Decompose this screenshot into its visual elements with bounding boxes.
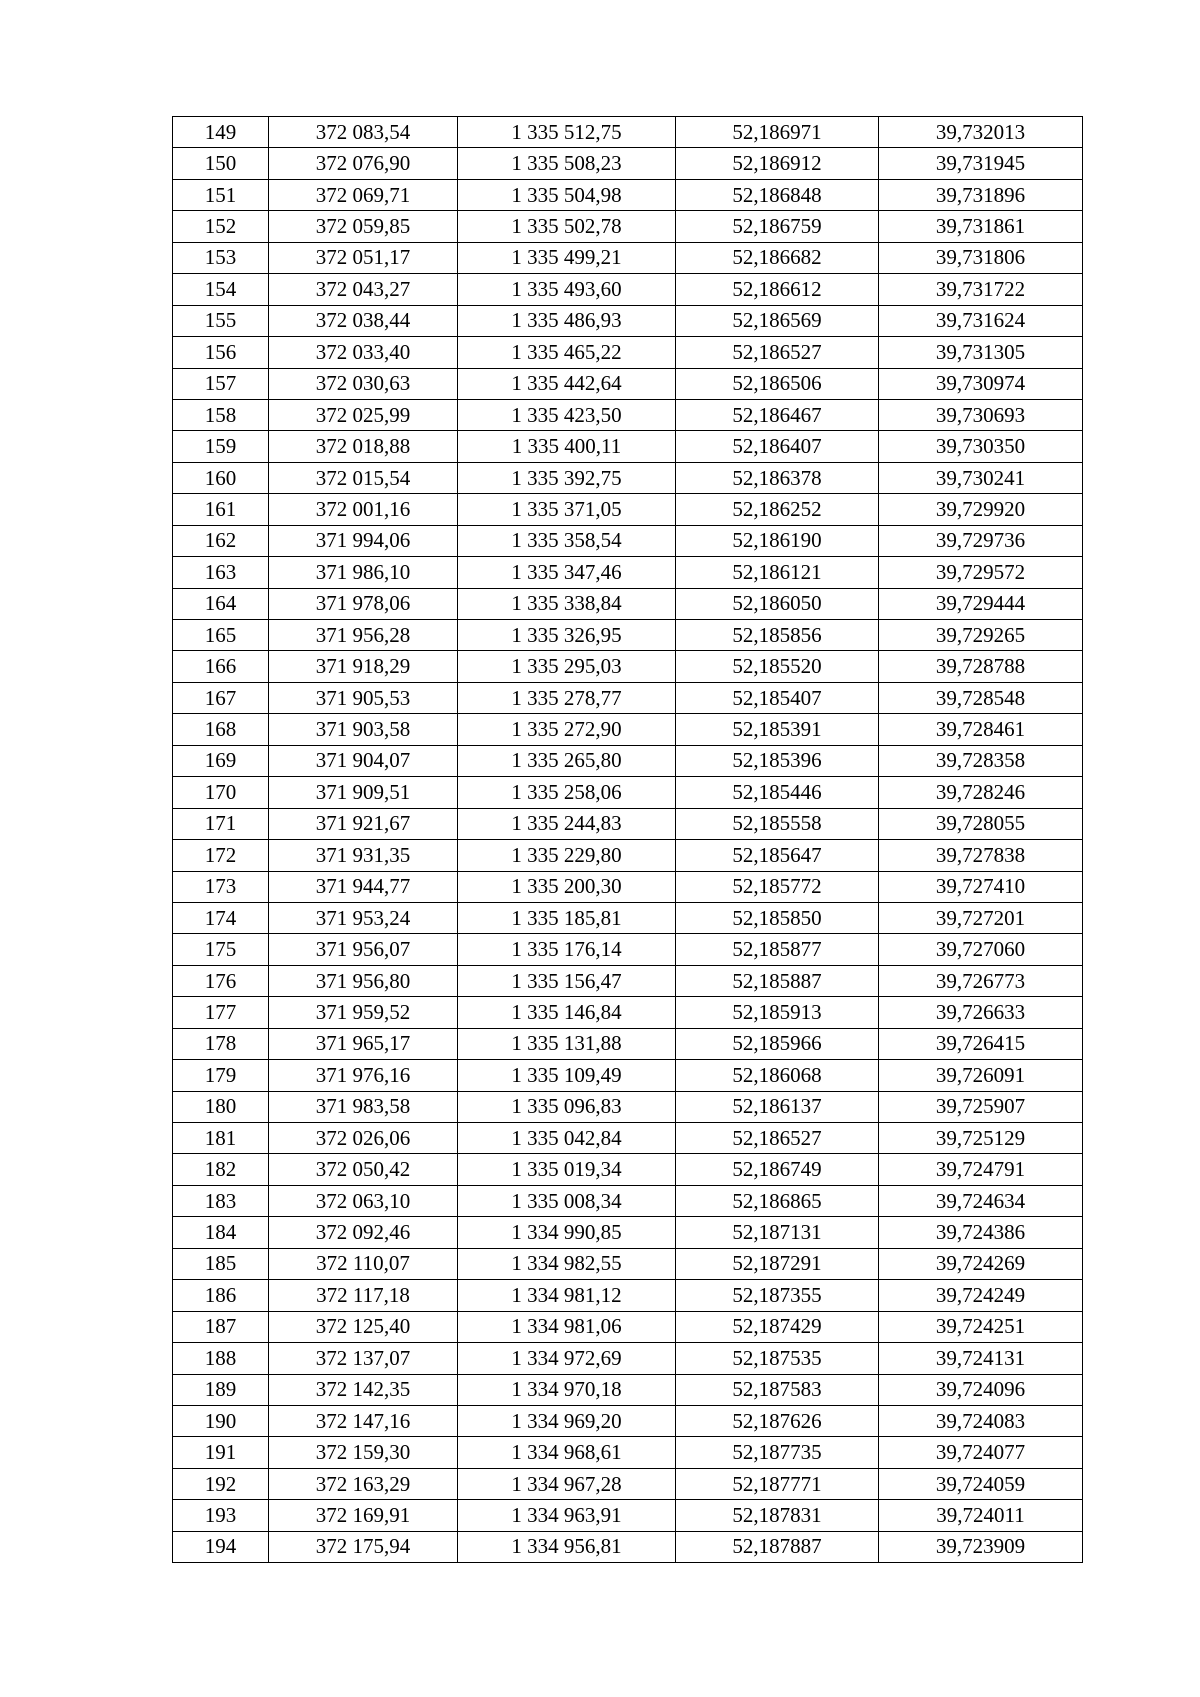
coord-x-cell: 372 018,88 [269, 431, 458, 462]
coord-lon-cell: 39,729572 [879, 557, 1083, 588]
coord-y-cell: 1 334 981,06 [458, 1311, 676, 1342]
table-row [173, 1217, 1083, 1248]
coord-lat-cell: 52,186759 [676, 211, 879, 242]
coord-lon-cell: 39,730974 [879, 368, 1083, 399]
coord-lon-cell: 39,730693 [879, 399, 1083, 430]
coord-y-cell: 1 335 258,06 [458, 777, 676, 808]
coord-x-cell: 372 069,71 [269, 179, 458, 210]
coord-y-cell: 1 335 347,46 [458, 557, 676, 588]
coord-lat-cell: 52,185887 [676, 965, 879, 996]
coord-lon-cell: 39,727060 [879, 934, 1083, 965]
coord-lat-cell: 52,185407 [676, 682, 879, 713]
coord-x-cell: 372 015,54 [269, 462, 458, 493]
coord-y-cell: 1 335 185,81 [458, 902, 676, 933]
coord-x-cell: 372 043,27 [269, 274, 458, 305]
point-number-cell: 155 [173, 305, 269, 336]
table-row [173, 808, 1083, 839]
table-row [173, 1091, 1083, 1122]
coord-y-cell: 1 335 156,47 [458, 965, 676, 996]
coord-lat-cell: 52,185856 [676, 620, 879, 651]
coord-lon-cell: 39,725129 [879, 1123, 1083, 1154]
coord-x-cell: 371 921,67 [269, 808, 458, 839]
coord-x-cell: 372 175,94 [269, 1531, 458, 1562]
coord-lat-cell: 52,187887 [676, 1531, 879, 1562]
coord-x-cell: 371 944,77 [269, 871, 458, 902]
point-number-cell: 151 [173, 179, 269, 210]
point-number-cell: 162 [173, 525, 269, 556]
coord-lat-cell: 52,185877 [676, 934, 879, 965]
point-number-cell: 189 [173, 1374, 269, 1405]
point-number-cell: 184 [173, 1217, 269, 1248]
table-row [173, 682, 1083, 713]
coord-lat-cell: 52,187831 [676, 1500, 879, 1531]
coord-lon-cell: 39,727410 [879, 871, 1083, 902]
coord-lon-cell: 39,729736 [879, 525, 1083, 556]
coord-lat-cell: 52,187735 [676, 1437, 879, 1468]
point-number-cell: 194 [173, 1531, 269, 1562]
table-row [173, 1311, 1083, 1342]
coord-lat-cell: 52,185396 [676, 745, 879, 776]
table-row [173, 399, 1083, 430]
coord-lon-cell: 39,731806 [879, 242, 1083, 273]
coord-lon-cell: 39,729444 [879, 588, 1083, 619]
coord-y-cell: 1 334 990,85 [458, 1217, 676, 1248]
coord-lat-cell: 52,186527 [676, 1123, 879, 1154]
point-number-cell: 160 [173, 462, 269, 493]
coord-lat-cell: 52,186527 [676, 337, 879, 368]
coord-y-cell: 1 335 465,22 [458, 337, 676, 368]
point-number-cell: 166 [173, 651, 269, 682]
coord-x-cell: 372 050,42 [269, 1154, 458, 1185]
coord-y-cell: 1 335 423,50 [458, 399, 676, 430]
coord-lon-cell: 39,731624 [879, 305, 1083, 336]
point-number-cell: 150 [173, 148, 269, 179]
point-number-cell: 164 [173, 588, 269, 619]
coord-lon-cell: 39,724131 [879, 1343, 1083, 1374]
coord-y-cell: 1 335 278,77 [458, 682, 676, 713]
coord-lat-cell: 52,187131 [676, 1217, 879, 1248]
coord-y-cell: 1 334 967,28 [458, 1468, 676, 1499]
point-number-cell: 181 [173, 1123, 269, 1154]
point-number-cell: 171 [173, 808, 269, 839]
table-row [173, 1185, 1083, 1216]
coord-x-cell: 372 137,07 [269, 1343, 458, 1374]
point-number-cell: 152 [173, 211, 269, 242]
coord-y-cell: 1 334 969,20 [458, 1405, 676, 1436]
table-row [173, 902, 1083, 933]
coord-lat-cell: 52,187355 [676, 1280, 879, 1311]
coord-lat-cell: 52,185446 [676, 777, 879, 808]
table-row [173, 997, 1083, 1028]
coord-y-cell: 1 335 244,83 [458, 808, 676, 839]
coord-lat-cell: 52,186912 [676, 148, 879, 179]
coord-lat-cell: 52,187771 [676, 1468, 879, 1499]
coord-lat-cell: 52,186050 [676, 588, 879, 619]
coord-y-cell: 1 335 502,78 [458, 211, 676, 242]
table-row [173, 1405, 1083, 1436]
coord-lon-cell: 39,730241 [879, 462, 1083, 493]
coord-lon-cell: 39,726091 [879, 1060, 1083, 1091]
coord-lat-cell: 52,185772 [676, 871, 879, 902]
table-row [173, 588, 1083, 619]
point-number-cell: 159 [173, 431, 269, 462]
point-number-cell: 185 [173, 1248, 269, 1279]
table-row [173, 1280, 1083, 1311]
coord-y-cell: 1 334 970,18 [458, 1374, 676, 1405]
coord-lat-cell: 52,186068 [676, 1060, 879, 1091]
coord-y-cell: 1 335 096,83 [458, 1091, 676, 1122]
table-row [173, 1154, 1083, 1185]
table-row [173, 179, 1083, 210]
table-row [173, 462, 1083, 493]
coord-lat-cell: 52,186971 [676, 117, 879, 148]
table-row [173, 1123, 1083, 1154]
coord-lat-cell: 52,186682 [676, 242, 879, 273]
coord-lon-cell: 39,731896 [879, 179, 1083, 210]
coordinates-table-body [173, 117, 1083, 1563]
coord-lat-cell: 52,185966 [676, 1028, 879, 1059]
coord-x-cell: 371 956,28 [269, 620, 458, 651]
table-row [173, 651, 1083, 682]
coord-lon-cell: 39,727838 [879, 840, 1083, 871]
coord-x-cell: 371 959,52 [269, 997, 458, 1028]
coord-lat-cell: 52,186121 [676, 557, 879, 588]
coord-y-cell: 1 334 972,69 [458, 1343, 676, 1374]
coord-x-cell: 372 033,40 [269, 337, 458, 368]
coord-x-cell: 372 142,35 [269, 1374, 458, 1405]
coord-lon-cell: 39,724386 [879, 1217, 1083, 1248]
table-row [173, 714, 1083, 745]
table-row [173, 431, 1083, 462]
coord-x-cell: 372 030,63 [269, 368, 458, 399]
point-number-cell: 182 [173, 1154, 269, 1185]
point-number-cell: 157 [173, 368, 269, 399]
point-number-cell: 186 [173, 1280, 269, 1311]
coord-y-cell: 1 335 400,11 [458, 431, 676, 462]
coord-x-cell: 371 986,10 [269, 557, 458, 588]
coord-y-cell: 1 335 200,30 [458, 871, 676, 902]
coord-lat-cell: 52,186137 [676, 1091, 879, 1122]
coord-x-cell: 372 159,30 [269, 1437, 458, 1468]
coord-lat-cell: 52,186506 [676, 368, 879, 399]
table-row [173, 745, 1083, 776]
coord-lat-cell: 52,187429 [676, 1311, 879, 1342]
table-row [173, 337, 1083, 368]
table-row [173, 274, 1083, 305]
coord-y-cell: 1 335 176,14 [458, 934, 676, 965]
coord-lat-cell: 52,186848 [676, 179, 879, 210]
coord-lon-cell: 39,726415 [879, 1028, 1083, 1059]
coord-lat-cell: 52,185850 [676, 902, 879, 933]
coord-x-cell: 371 918,29 [269, 651, 458, 682]
coord-x-cell: 372 169,91 [269, 1500, 458, 1531]
point-number-cell: 187 [173, 1311, 269, 1342]
coord-x-cell: 372 110,07 [269, 1248, 458, 1279]
point-number-cell: 179 [173, 1060, 269, 1091]
coord-lon-cell: 39,726633 [879, 997, 1083, 1028]
coord-x-cell: 371 903,58 [269, 714, 458, 745]
coord-x-cell: 372 147,16 [269, 1405, 458, 1436]
point-number-cell: 172 [173, 840, 269, 871]
coord-y-cell: 1 335 265,80 [458, 745, 676, 776]
point-number-cell: 163 [173, 557, 269, 588]
coord-y-cell: 1 335 442,64 [458, 368, 676, 399]
table-row [173, 1437, 1083, 1468]
point-number-cell: 193 [173, 1500, 269, 1531]
coord-y-cell: 1 335 358,54 [458, 525, 676, 556]
coord-x-cell: 372 163,29 [269, 1468, 458, 1499]
coord-lat-cell: 52,186407 [676, 431, 879, 462]
point-number-cell: 190 [173, 1405, 269, 1436]
coord-x-cell: 372 001,16 [269, 494, 458, 525]
coord-lon-cell: 39,723909 [879, 1531, 1083, 1562]
coord-lon-cell: 39,728788 [879, 651, 1083, 682]
point-number-cell: 175 [173, 934, 269, 965]
coord-lon-cell: 39,724077 [879, 1437, 1083, 1468]
coord-lon-cell: 39,728461 [879, 714, 1083, 745]
coord-lon-cell: 39,731305 [879, 337, 1083, 368]
table-row [173, 242, 1083, 273]
point-number-cell: 149 [173, 117, 269, 148]
coord-y-cell: 1 335 008,34 [458, 1185, 676, 1216]
coord-x-cell: 372 025,99 [269, 399, 458, 430]
table-row [173, 934, 1083, 965]
coord-y-cell: 1 335 272,90 [458, 714, 676, 745]
coord-lon-cell: 39,724251 [879, 1311, 1083, 1342]
coord-lon-cell: 39,728246 [879, 777, 1083, 808]
point-number-cell: 154 [173, 274, 269, 305]
coord-lat-cell: 52,186865 [676, 1185, 879, 1216]
coord-lon-cell: 39,726773 [879, 965, 1083, 996]
coord-lat-cell: 52,187535 [676, 1343, 879, 1374]
point-number-cell: 156 [173, 337, 269, 368]
point-number-cell: 191 [173, 1437, 269, 1468]
coord-lon-cell: 39,724096 [879, 1374, 1083, 1405]
coord-y-cell: 1 334 956,81 [458, 1531, 676, 1562]
coord-x-cell: 372 051,17 [269, 242, 458, 273]
coord-y-cell: 1 335 508,23 [458, 148, 676, 179]
coord-y-cell: 1 335 019,34 [458, 1154, 676, 1185]
coord-x-cell: 372 092,46 [269, 1217, 458, 1248]
coord-lat-cell: 52,185913 [676, 997, 879, 1028]
coord-lon-cell: 39,725907 [879, 1091, 1083, 1122]
coord-y-cell: 1 335 338,84 [458, 588, 676, 619]
coord-x-cell: 371 965,17 [269, 1028, 458, 1059]
coord-lat-cell: 52,186378 [676, 462, 879, 493]
table-row [173, 840, 1083, 871]
coord-y-cell: 1 334 968,61 [458, 1437, 676, 1468]
coord-y-cell: 1 335 371,05 [458, 494, 676, 525]
coord-lon-cell: 39,728055 [879, 808, 1083, 839]
point-number-cell: 177 [173, 997, 269, 1028]
coord-lon-cell: 39,727201 [879, 902, 1083, 933]
table-row [173, 1060, 1083, 1091]
point-number-cell: 183 [173, 1185, 269, 1216]
coord-lat-cell: 52,185391 [676, 714, 879, 745]
coord-x-cell: 371 994,06 [269, 525, 458, 556]
coord-x-cell: 371 956,07 [269, 934, 458, 965]
table-row [173, 305, 1083, 336]
coord-x-cell: 372 117,18 [269, 1280, 458, 1311]
coord-x-cell: 371 976,16 [269, 1060, 458, 1091]
coord-y-cell: 1 335 109,49 [458, 1060, 676, 1091]
coord-x-cell: 372 083,54 [269, 117, 458, 148]
table-row [173, 368, 1083, 399]
coord-lat-cell: 52,186190 [676, 525, 879, 556]
coord-x-cell: 372 038,44 [269, 305, 458, 336]
point-number-cell: 158 [173, 399, 269, 430]
table-row [173, 1374, 1083, 1405]
coord-lat-cell: 52,187626 [676, 1405, 879, 1436]
coord-y-cell: 1 335 042,84 [458, 1123, 676, 1154]
coordinates-table [172, 116, 1083, 1563]
coord-lat-cell: 52,187291 [676, 1248, 879, 1279]
coord-lat-cell: 52,186252 [676, 494, 879, 525]
coord-lon-cell: 39,729265 [879, 620, 1083, 651]
coord-y-cell: 1 334 982,55 [458, 1248, 676, 1279]
table-row [173, 965, 1083, 996]
table-row [173, 117, 1083, 148]
coord-x-cell: 372 026,06 [269, 1123, 458, 1154]
point-number-cell: 169 [173, 745, 269, 776]
coord-lat-cell: 52,187583 [676, 1374, 879, 1405]
table-row [173, 871, 1083, 902]
coord-lon-cell: 39,724634 [879, 1185, 1083, 1216]
coord-lat-cell: 52,185647 [676, 840, 879, 871]
coord-y-cell: 1 334 981,12 [458, 1280, 676, 1311]
table-row [173, 211, 1083, 242]
coord-lat-cell: 52,186467 [676, 399, 879, 430]
coord-lat-cell: 52,185558 [676, 808, 879, 839]
point-number-cell: 167 [173, 682, 269, 713]
coord-y-cell: 1 335 499,21 [458, 242, 676, 273]
point-number-cell: 161 [173, 494, 269, 525]
table-row [173, 1531, 1083, 1562]
coord-lon-cell: 39,724083 [879, 1405, 1083, 1436]
coord-lat-cell: 52,186569 [676, 305, 879, 336]
point-number-cell: 192 [173, 1468, 269, 1499]
coord-y-cell: 1 334 963,91 [458, 1500, 676, 1531]
coord-x-cell: 371 904,07 [269, 745, 458, 776]
coord-x-cell: 371 905,53 [269, 682, 458, 713]
table-row [173, 1500, 1083, 1531]
coord-lon-cell: 39,729920 [879, 494, 1083, 525]
coord-y-cell: 1 335 512,75 [458, 117, 676, 148]
coord-x-cell: 371 909,51 [269, 777, 458, 808]
coord-y-cell: 1 335 504,98 [458, 179, 676, 210]
coord-lon-cell: 39,731861 [879, 211, 1083, 242]
table-row [173, 1028, 1083, 1059]
coord-y-cell: 1 335 131,88 [458, 1028, 676, 1059]
table-row [173, 777, 1083, 808]
table-row [173, 525, 1083, 556]
coord-x-cell: 371 953,24 [269, 902, 458, 933]
coord-y-cell: 1 335 486,93 [458, 305, 676, 336]
point-number-cell: 170 [173, 777, 269, 808]
table-row [173, 494, 1083, 525]
coord-lon-cell: 39,728548 [879, 682, 1083, 713]
coord-y-cell: 1 335 295,03 [458, 651, 676, 682]
coord-x-cell: 371 931,35 [269, 840, 458, 871]
coord-lon-cell: 39,724269 [879, 1248, 1083, 1279]
table-row [173, 1248, 1083, 1279]
coord-lon-cell: 39,724791 [879, 1154, 1083, 1185]
coord-lon-cell: 39,724059 [879, 1468, 1083, 1499]
coord-x-cell: 372 063,10 [269, 1185, 458, 1216]
coord-y-cell: 1 335 493,60 [458, 274, 676, 305]
coord-y-cell: 1 335 326,95 [458, 620, 676, 651]
point-number-cell: 165 [173, 620, 269, 651]
point-number-cell: 178 [173, 1028, 269, 1059]
point-number-cell: 176 [173, 965, 269, 996]
coord-lon-cell: 39,730350 [879, 431, 1083, 462]
coord-x-cell: 371 956,80 [269, 965, 458, 996]
coord-lat-cell: 52,186749 [676, 1154, 879, 1185]
table-row [173, 620, 1083, 651]
coord-x-cell: 371 983,58 [269, 1091, 458, 1122]
coord-lat-cell: 52,186612 [676, 274, 879, 305]
coord-x-cell: 372 125,40 [269, 1311, 458, 1342]
table-row [173, 148, 1083, 179]
coord-lon-cell: 39,732013 [879, 117, 1083, 148]
table-row [173, 1343, 1083, 1374]
coord-y-cell: 1 335 392,75 [458, 462, 676, 493]
coord-x-cell: 371 978,06 [269, 588, 458, 619]
coord-x-cell: 372 059,85 [269, 211, 458, 242]
coord-x-cell: 372 076,90 [269, 148, 458, 179]
coord-y-cell: 1 335 229,80 [458, 840, 676, 871]
coord-lon-cell: 39,731722 [879, 274, 1083, 305]
point-number-cell: 168 [173, 714, 269, 745]
table-row [173, 1468, 1083, 1499]
point-number-cell: 180 [173, 1091, 269, 1122]
coord-y-cell: 1 335 146,84 [458, 997, 676, 1028]
coord-lon-cell: 39,724249 [879, 1280, 1083, 1311]
table-row [173, 557, 1083, 588]
point-number-cell: 174 [173, 902, 269, 933]
point-number-cell: 173 [173, 871, 269, 902]
coord-lat-cell: 52,185520 [676, 651, 879, 682]
coord-lon-cell: 39,731945 [879, 148, 1083, 179]
point-number-cell: 188 [173, 1343, 269, 1374]
point-number-cell: 153 [173, 242, 269, 273]
coord-lon-cell: 39,724011 [879, 1500, 1083, 1531]
coord-lon-cell: 39,728358 [879, 745, 1083, 776]
